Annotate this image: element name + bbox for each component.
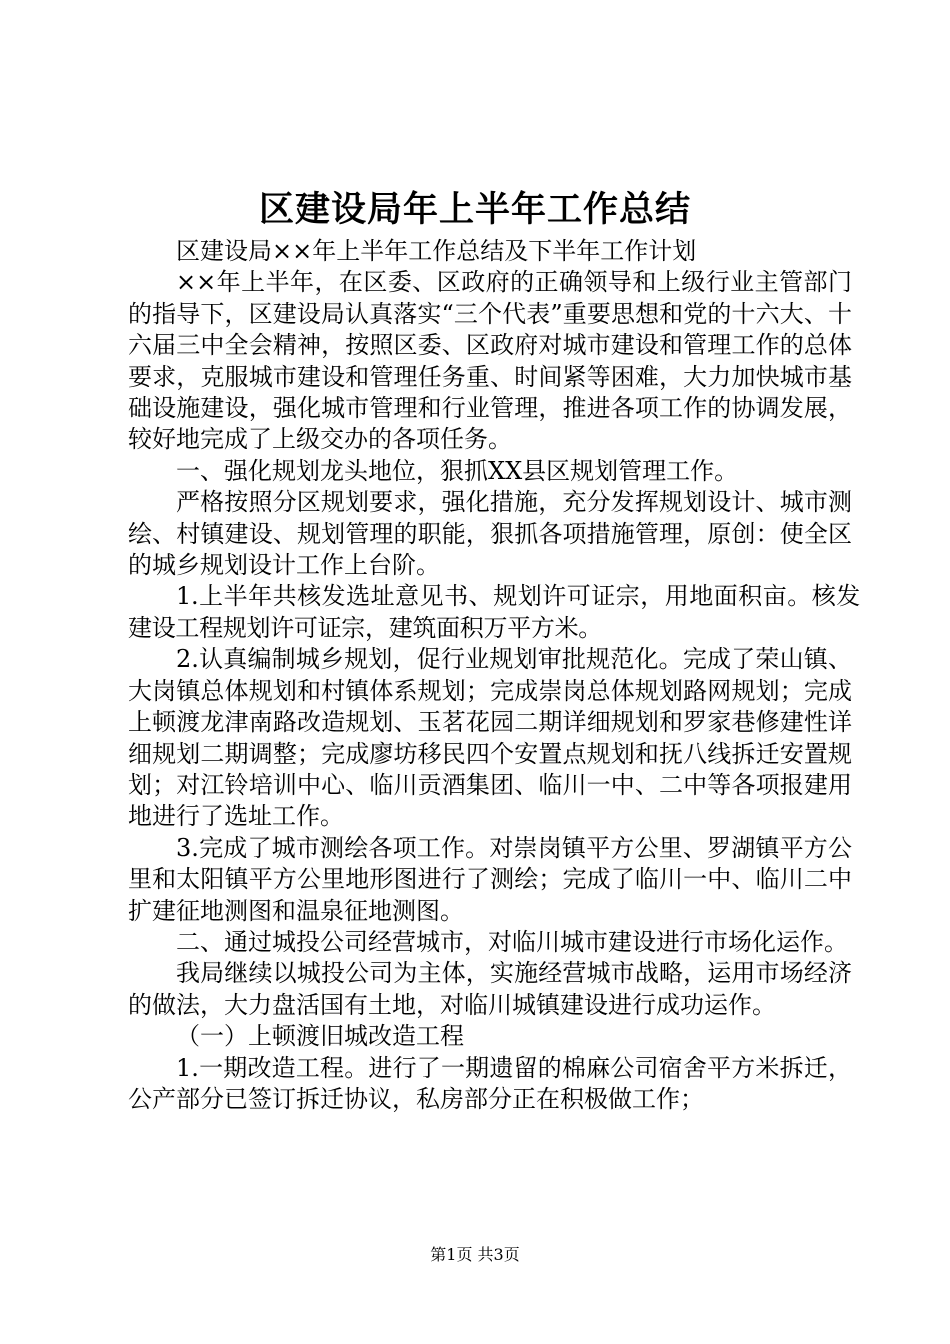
subsection-item-1-paragraph: 1.一期改造工程。进行了一期遗留的棉麻公司宿舍平方米拆迁，公产部分已签订拆迁协议，私房部分正在积极做工作； (128, 1053, 852, 1113)
intro-paragraph: ××年上半年，在区委、区政府的正确领导和上级行业主管部门的指导下，区建设局认真落实“三个代表”重要思想和党的十六大、十六届三中全会精神，按照区委、区政府对城市建设和管理工作的总体要求，克服城市建设和管理任务重、时间紧等困难，大力加快城市基础设施建设，强化城市管理和行业管理，推进各项工作的协调发展，较好地完成了上级交办的各项任务。 (128, 268, 852, 454)
item-3-paragraph: 3.完成了城市测绘各项工作。对崇岗镇平方公里、罗湖镇平方公里和太阳镇平方公里地形图进行了测绘；完成了临川一中、临川二中扩建征地测图和温泉征地测图。 (128, 833, 852, 925)
section-2-paragraph: 我局继续以城投公司为主体，实施经营城市战略，运用市场经济的做法，大力盘活国有土地，对临川城镇建设进行成功运作。 (128, 959, 852, 1019)
section-heading-1: 一、强化规划龙头地位，狠抓XX县区规划管理工作。 (176, 456, 739, 485)
page-footer: 第1页 共3页 (430, 1245, 520, 1264)
document-title: 区建设局年上半年工作总结 (258, 189, 691, 230)
subtitle-paragraph: 区建设局××年上半年工作总结及下半年工作计划 (176, 237, 697, 265)
section-heading-2: 二、通过城投公司经营城市，对临川城市建设进行市场化运作。 (176, 927, 848, 956)
item-1-paragraph: 1.上半年共核发选址意见书、规划许可证宗，用地面积亩。核发建设工程规划许可证宗，建筑面积万平方米。 (128, 582, 860, 642)
item-2-paragraph: 2.认真编制城乡规划，促行业规划审批规范化。完成了荣山镇、大岗镇总体规划和村镇体系规划；完成崇岗总体规划路网规划；完成上顿渡龙津南路改造规划、玉茗花园二期详细规划和罗家巷修建性详细规划二期调整；完成廖坊移民四个安置点规划和抚八线拆迁安置规划；对江铃培训中心、临川贡酒集团、临川一中、二中等各项报建用地进行了选址工作。 (128, 645, 852, 831)
document-body (128, 236, 860, 1115)
section-1-paragraph: 严格按照分区规划要求，强化措施，充分发挥规划设计、城市测绘、村镇建设、规划管理的职能，狠抓各项措施管理，原创：使全区的城乡规划设计工作上台阶。 (128, 488, 852, 580)
subsection-heading-1: （一）上顿渡旧城改造工程 (176, 1022, 464, 1051)
